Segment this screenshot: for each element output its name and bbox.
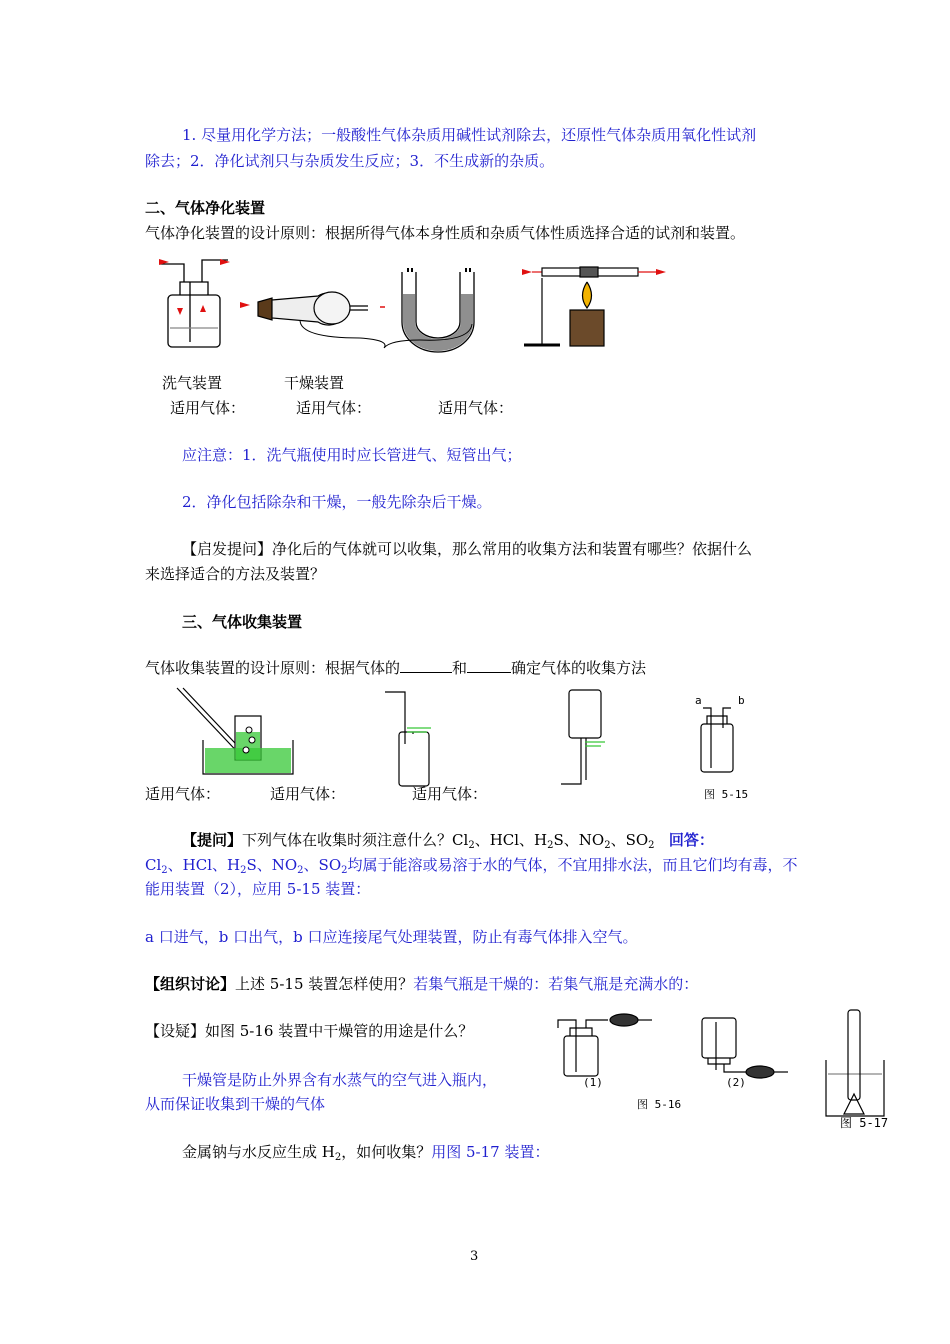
collection-figure: [145, 688, 775, 788]
page-number: 3: [470, 1249, 479, 1264]
doubt-line: 【设疑】如图 5-16 装置中干燥管的用途是什么？: [145, 1022, 474, 1040]
fig-517-caption: 图 5-17: [840, 1116, 889, 1130]
section3-principle: 气体收集装置的设计原则：根据气体的 和 确定气体的收集方法: [145, 659, 647, 677]
wash-bottle-icon: [160, 260, 228, 347]
collect-gas-2: 适用气体：: [270, 785, 346, 803]
label-wash: 洗气装置: [162, 374, 223, 392]
bottle-516-2-icon: [702, 1018, 788, 1078]
dry-gas: 适用气体：: [296, 399, 372, 417]
discuss-line: 【组织讨论】上述 5-15 装置怎样使用？若集气瓶是干燥的：若集气瓶是充满水的：: [145, 975, 699, 993]
section3-heading: 三、气体收集装置: [182, 613, 303, 631]
question-line: 【提问】下列气体在收集时须注意什么？$Cl_2$、HCl、$H_2S$、$NO_2$、$SO_2$ 回答：: [182, 831, 714, 851]
fig-515-caption: 图 5-15: [704, 788, 749, 801]
purification-figure: [150, 250, 670, 360]
note-2: 2．净化包括除杂和干燥，一般先除杂后干燥。: [182, 493, 492, 511]
drying-tube-icon: [258, 292, 368, 325]
figure-516-517: [550, 1010, 890, 1120]
prompt-line-2: 来选择适合的方法及装置？: [145, 565, 326, 583]
label-b: b: [738, 694, 745, 707]
intro-line-2: 除去；2．净化试剂只与杂质发生反应；3．不生成新的杂质。: [145, 152, 555, 170]
fig-516-sub-1: (1): [583, 1076, 603, 1089]
bottle-515-icon: [701, 708, 733, 772]
downward-collection-icon: [561, 690, 601, 784]
heat-gas: 适用气体：: [438, 399, 514, 417]
section2-heading: 二、气体净化装置: [145, 199, 266, 217]
heated-tube-icon: [522, 267, 666, 346]
wash-gas: 适用气体：: [170, 399, 246, 417]
bottle-516-1-icon: [558, 1014, 652, 1076]
answer-line-4: a 口进气，b 口出气，b 口应连接尾气处理装置，防止有毒气体排入空气。: [145, 928, 638, 946]
section2-principle: 气体净化装置的设计原则：根据所得气体本身性质和杂质气体性质选择合适的试剂和装置。: [145, 224, 746, 242]
fig-516-caption: 图 5-16: [637, 1098, 682, 1111]
prompt-line-1: 【启发提问】净化后的气体就可以收集，那么常用的收集方法和装置有哪些？依据什么: [182, 540, 753, 558]
doubt-answer-2: 从而保证收集到干燥的气体: [145, 1095, 326, 1113]
collect-gas-1: 适用气体：: [145, 785, 221, 803]
answer-line-2: $Cl_2$、HCl、$H_2S$、$NO_2$、$SO_2$均属于能溶或易溶于水的气体，不宜用排水法，而且它们均有毒，不: [145, 856, 798, 876]
note-1: 应注意：1．洗气瓶使用时应长管进气、短管出气；: [182, 446, 522, 464]
intro-line-1: 1. 尽量用化学方法；一般酸性气体杂质用碱性试剂除去，还原性气体杂质用氧化性试剂: [182, 126, 757, 144]
label-a: a: [695, 694, 702, 707]
beaker-517-icon: [826, 1010, 884, 1116]
collect-gas-3: 适用气体：: [412, 785, 488, 803]
upward-collection-icon: [385, 692, 429, 786]
answer-line-3: 能用装置（2），应用 5-15 装置：: [145, 880, 371, 898]
fig-516-sub-2: (2): [726, 1076, 746, 1089]
label-dry: 干燥装置: [284, 374, 345, 392]
doubt-answer-1: 干燥管是防止外界含有水蒸气的空气进入瓶内，: [182, 1071, 498, 1089]
sodium-line: 金属钠与水反应生成 $H_2$，如何收集？用图 5-17 装置：: [182, 1143, 550, 1163]
